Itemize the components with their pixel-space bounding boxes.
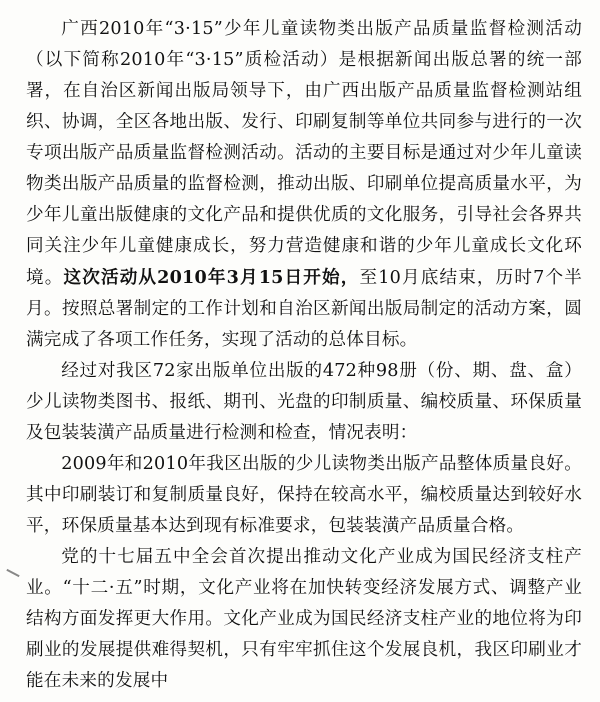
paragraph-3 <box>26 449 582 542</box>
paragraph-4 <box>26 542 582 697</box>
paragraph-1 <box>26 14 582 356</box>
paragraph-2 <box>26 356 582 449</box>
paragraph-1-segment-2: 这次活动从2010年3月15日开始， <box>63 267 360 288</box>
paragraph-1-segment-3: 至10月底结束，历时7个半月。按照总署制定的工作计划和自治区新闻出版局制定的活动方案，圆满完成了各项工作任务，实现了活动的总体目标。 <box>26 268 583 350</box>
paragraph-2-segment-1: 经过对我区72家出版单位出版的472种98册（份、期、盘、盒）少儿读物类图书、报纸、期刊、光盘的印制质量、编校质量、环保质量及包装装潢产品质量进行检测和检查，情况表明： <box>26 361 582 443</box>
paragraph-3-segment-1: 2009年和2010年我区出版的少儿读物类出版产品整体质量良好。其中印刷装订和复制质量良好，保持在较高水平，编校质量达到较好水平，环保质量基本达到现有标准要求，包装装潢产品质量合格。 <box>26 454 582 536</box>
paragraph-1-segment-1: 广西2010年“3·15”少年儿童读物类出版产品质量监督检测活动（以下简称2010年“3·15”质检活动）是根据新闻出版总署的统一部署，在自治区新闻出版局领导下，由广西出版产品质量监督检测站组织、协调，全区各地出版、发行、印刷复制等单位共同参与进行的一次专项出版产品质量监督检测活动。活动的主要目标是通过对少年儿童读物类出版产品质量的监督检测，推动出版、印刷单位提高质量水平，为少年儿童出版健康的文化产品和提供优质的文化服务，引导社会各界共同关注少年儿童健康成长，努力营造健康和谐的少年儿童成长文化环境。 <box>26 19 582 288</box>
paragraph-4-segment-1: 党的十七届五中全会首次提出推动文化产业成为国民经济支柱产业。“十二·五”时期，文化产业将在加快转变经济发展方式、调整产业结构方面发挥更大作用。文化产业成为国民经济支柱产业的地位将为印刷业的发展提供难得契机，只有牢牢抓住这个发展良机，我区印刷业才能在未来的发展中 <box>26 547 582 691</box>
document-body <box>26 14 582 697</box>
scan-mark <box>6 569 19 577</box>
